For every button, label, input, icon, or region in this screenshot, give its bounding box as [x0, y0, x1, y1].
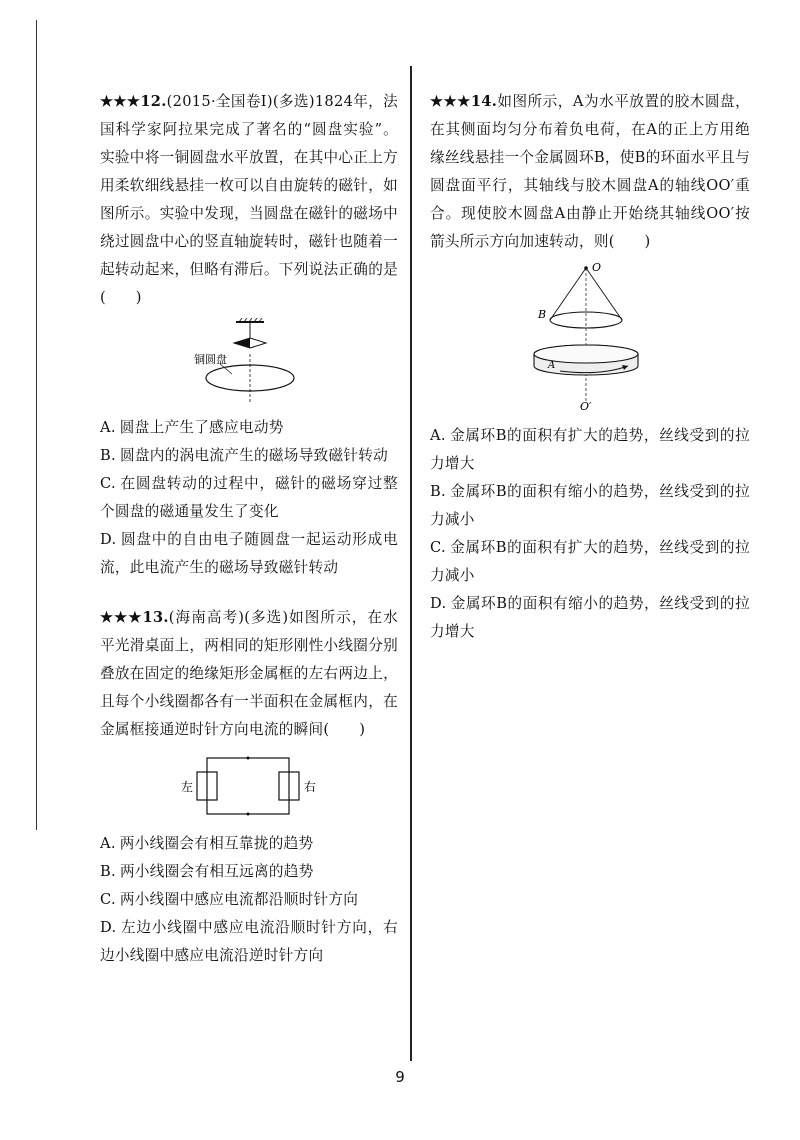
rectangular-frame-figure — [179, 750, 319, 820]
question-13-stem: (海南高考)(多选)如图所示，在水平光滑桌面上，两相同的矩形刚性小线圈分别叠放在固定的绝缘矩形金属框的左右两边上，且每个小线圈都各有一半面积在金属框内，在金属框接通逆时针方向电流的瞬间( ) — [100, 609, 398, 738]
page-edge-line — [36, 20, 37, 830]
label-o-prime: O′ — [580, 400, 592, 412]
question-12-stem-block — [100, 88, 398, 312]
question-14-stem-block — [430, 88, 750, 256]
question-14-option-d[interactable]: D. 金属环B的面积有缩小的趋势，丝线受到的拉力增大 — [430, 595, 750, 640]
question-14 — [430, 88, 750, 646]
question-12-option-a[interactable]: A. 圆盘上产生了感应电动势 — [100, 419, 284, 436]
right-column — [430, 88, 750, 646]
label-o: O — [592, 262, 602, 274]
question-14-option-b[interactable]: B. 金属环B的面积有缩小的趋势，丝线受到的拉力减小 — [430, 483, 750, 528]
question-12-option-d[interactable]: D. 圆盘中的自由电子随圆盘一起运动形成电流，此电流产生的磁场导致磁针转动 — [100, 531, 398, 576]
frame-bottom-terminal — [247, 813, 250, 816]
column-divider — [410, 66, 412, 1061]
page-number: 9 — [395, 1068, 405, 1086]
rotating-disk-figure — [530, 262, 650, 412]
question-14-number: 14. — [470, 93, 498, 110]
question-13-stem-block — [100, 604, 398, 744]
question-13-option-d[interactable]: D. 左边小线圈中感应电流沿顺时针方向，右边小线圈中感应电流沿逆时针方向 — [100, 919, 398, 964]
question-12-option-b[interactable]: B. 圆盘内的涡电流产生的磁场导致磁针转动 — [100, 447, 389, 464]
left-column — [100, 88, 398, 970]
frame-top-terminal — [247, 757, 250, 760]
metal-frame — [207, 758, 289, 814]
question-13-stars: ★★★ — [100, 609, 143, 626]
question-14-stars: ★★★ — [430, 93, 471, 110]
question-13 — [100, 604, 398, 970]
question-12-stem: (2015·全国卷Ⅰ)(多选)1824年，法国科学家阿拉果完成了著名的“圆盘实验”。实验中将一铜圆盘水平放置，在其中心正上方用柔软细线悬挂一枚可以自由旋转的磁针，如图所示。实验中发现，当圆盘在磁针的磁场中绕过圆盘中心的竖直轴旋转时，磁针也随着一起转动起来，但略有滞后。下列说法正确的是( ) — [100, 93, 398, 306]
question-12-stars: ★★★ — [100, 93, 141, 110]
question-14-stem: 如图所示，A为水平放置的胶木圆盘，在其侧面均匀分布着负电荷，在A的正上方用绝缘丝线悬挂一个金属圆环B，使B的环面水平且与圆盘面平行，其轴线与胶木圆盘A的轴线OO′重合。现使胶木圆盘A由静止开始绕其轴线OO′按箭头所示方向加速转动，则( ) — [430, 93, 750, 250]
needle-dark-half — [234, 338, 250, 348]
copper-disk-figure — [194, 318, 304, 404]
question-14-option-a[interactable]: A. 金属环B的面积有扩大的趋势，丝线受到的拉力增大 — [430, 427, 750, 472]
left-label: 左 — [181, 780, 194, 794]
label-b: B — [538, 308, 547, 321]
question-13-option-a[interactable]: A. 两小线圈会有相互靠拢的趋势 — [100, 835, 314, 852]
question-13-option-b[interactable]: B. 两小线圈会有相互远离的趋势 — [100, 863, 314, 880]
copper-disk — [206, 365, 294, 391]
copper-disk-label: 铜圆盘 — [194, 353, 227, 366]
question-12 — [100, 88, 398, 582]
question-12-number: 12. — [140, 93, 167, 110]
right-label: 右 — [304, 780, 317, 794]
question-13-number: 13. — [142, 609, 169, 626]
question-12-option-c[interactable]: C. 在圆盘转动的过程中，磁针的磁场穿过整个圆盘的磁通量发生了变化 — [100, 475, 398, 520]
question-14-option-c[interactable]: C. 金属环B的面积有扩大的趋势，丝线受到的拉力减小 — [430, 539, 750, 584]
label-a: A — [548, 360, 556, 371]
question-13-option-c[interactable]: C. 两小线圈中感应电流都沿顺时针方向 — [100, 891, 359, 908]
